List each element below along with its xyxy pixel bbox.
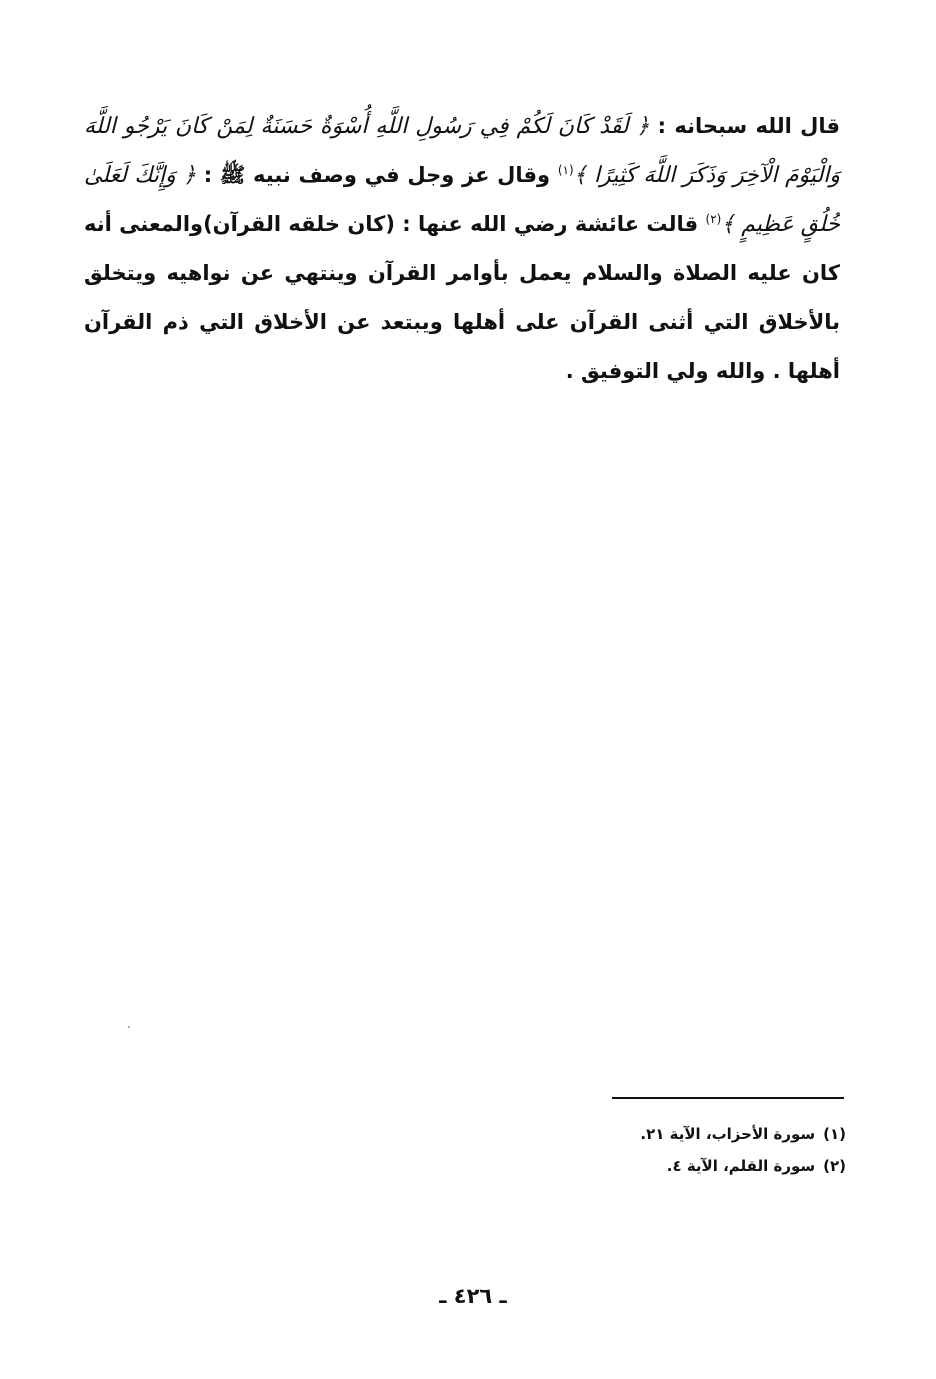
intro-text: قال الله سبحانه : bbox=[649, 114, 840, 138]
footnote-2 bbox=[520, 1150, 846, 1182]
main-paragraph bbox=[84, 102, 840, 396]
paragraph-text bbox=[84, 102, 840, 396]
footnote-text: سورة الأحزاب، الآية ٢١. bbox=[640, 1125, 816, 1143]
footnote-ref-1: (١) bbox=[557, 163, 574, 177]
footnote-ref-2: (٢) bbox=[705, 212, 722, 226]
quran-verse-qalam: ﴿ وَإِنَّكَ لَعَلَىٰ خُلُقٍ عَظِيمٍ ﴾ bbox=[84, 163, 841, 237]
footnote-number: (٢) bbox=[823, 1157, 846, 1175]
transition-text: وقال عز وجل في وصف نبيه ﷺ : bbox=[196, 163, 558, 187]
explanation-text: قالت عائشة رضي الله عنها : (كان خلقه القرآن)والمعنى أنه كان عليه الصلاة والسلام يعمل بأوامر القرآن وينتهي عن نواهيه ويتخلق بالأخلاق التي أثنى القرآن على أهلها ويبتعد عن الأخلاق التي ذم القرآن أهلها . والله ولي التوفيق . bbox=[84, 212, 840, 383]
footnote-divider bbox=[612, 1097, 844, 1099]
footnote-number: (١) bbox=[823, 1125, 846, 1143]
footnote-1 bbox=[520, 1118, 846, 1150]
footnote-text: سورة القلم، الآية ٤. bbox=[666, 1157, 816, 1175]
quran-verse-ahzab: ﴿ لَقَدْ كَانَ لَكُمْ فِي رَسُولِ اللَّهِ أُسْوَةٌ حَسَنَةٌ لِمَنْ كَانَ يَرْجُو اللَّهَ وَالْيَوْمَ الْآخِرَ وَذَكَرَ اللَّهَ كَثِيرًا ﴾ bbox=[84, 114, 841, 188]
footnotes bbox=[520, 1118, 846, 1182]
page-number: ـ ٤٢٦ ـ bbox=[439, 1284, 507, 1308]
scan-speck bbox=[128, 1026, 130, 1028]
